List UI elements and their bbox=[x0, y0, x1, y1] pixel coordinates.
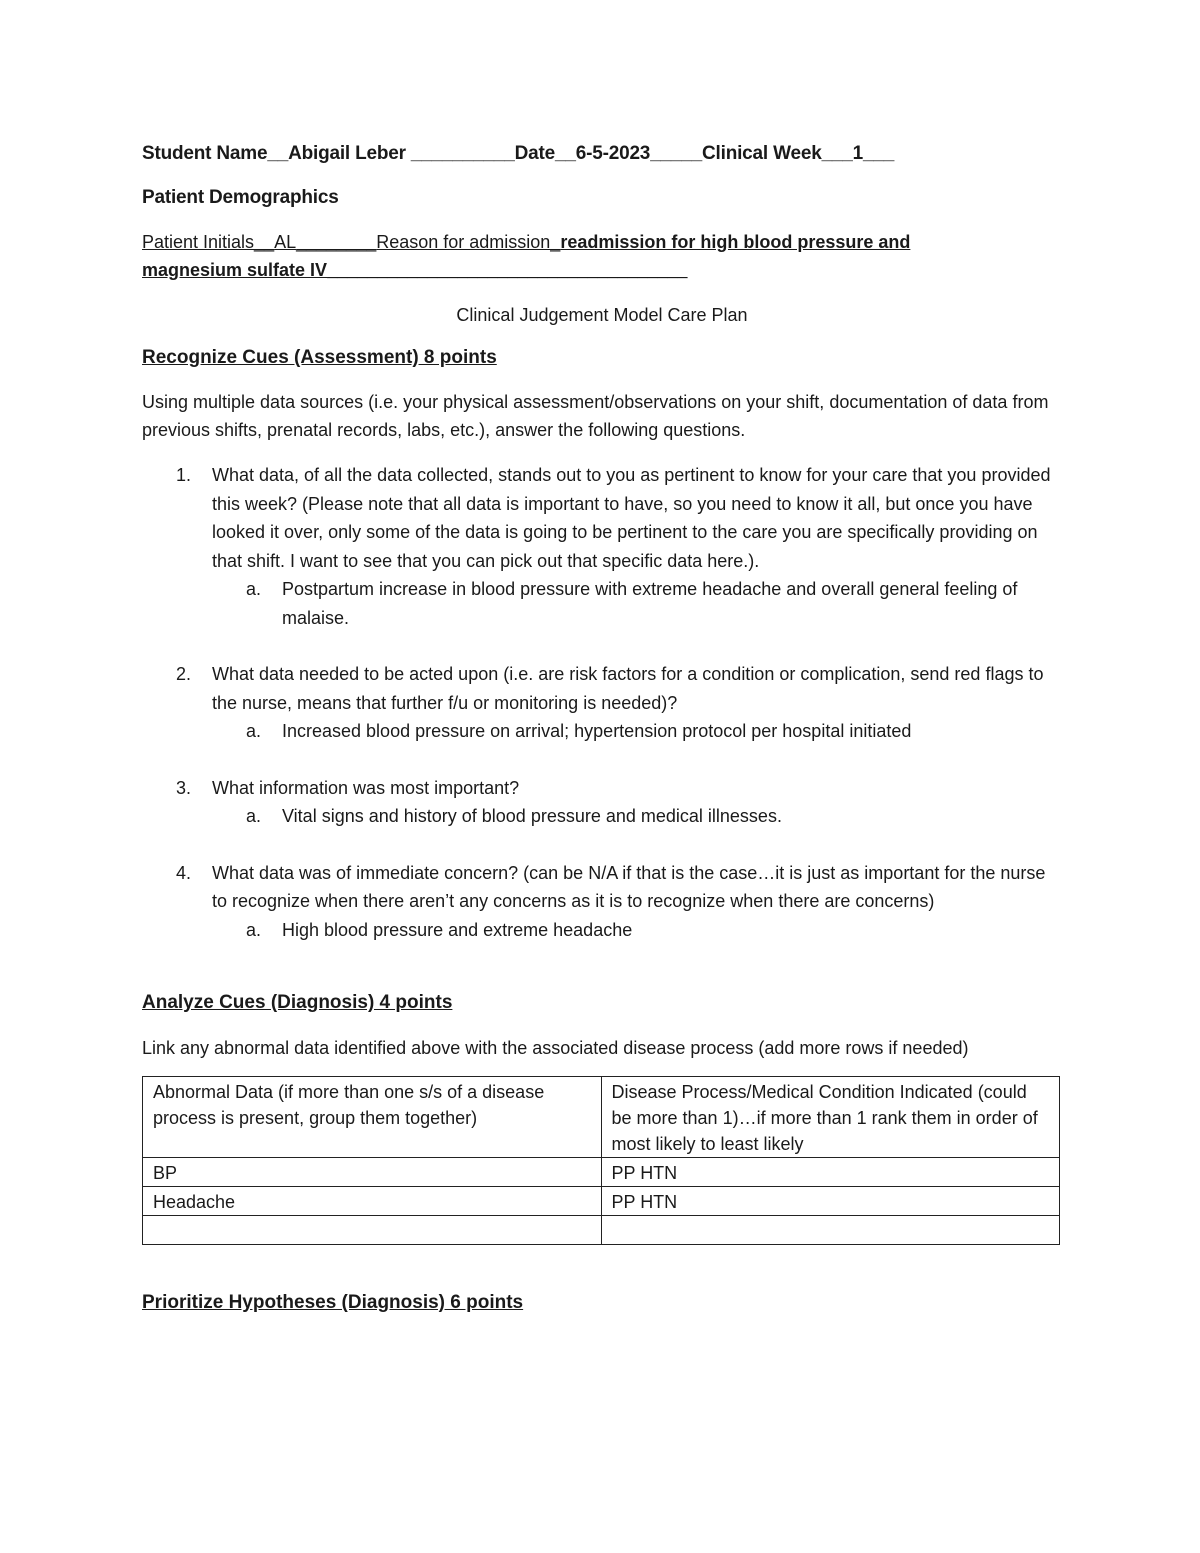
date-label: __________Date__ bbox=[405, 143, 576, 164]
section-prioritize-hypotheses-heading: Prioritize Hypotheses (Diagnosis) 6 points bbox=[142, 1292, 524, 1313]
reason-fill: ____________________________________ bbox=[327, 260, 688, 280]
table-cell: PP HTN bbox=[601, 1187, 1060, 1216]
document-content bbox=[142, 140, 1062, 1317]
abnormal-data-table bbox=[142, 1076, 1060, 1245]
answer-item bbox=[212, 916, 1062, 945]
patient-initials-label: Patient Initials__ bbox=[142, 232, 275, 252]
date-value: 6-5-2023 bbox=[575, 143, 651, 164]
answer-text: Increased blood pressure on arrival; hypertension protocol per hospital initiated bbox=[282, 721, 912, 741]
answer-list bbox=[142, 575, 1062, 632]
answer-item bbox=[212, 575, 1062, 632]
table-cell bbox=[143, 1216, 602, 1245]
table-cell: Headache bbox=[143, 1187, 602, 1216]
table-row bbox=[143, 1187, 1060, 1216]
table-cell bbox=[601, 1216, 1060, 1245]
answer-letter: a. bbox=[246, 721, 262, 741]
section-recognize-cues-intro: Using multiple data sources (i.e. your physical assessment/observations on your shift, documentation of data from previous shifts, prenatal records, labs, etc.), answer the following questions. bbox=[142, 392, 1049, 440]
answer-letter: a. bbox=[246, 806, 262, 826]
answer-letter: a. bbox=[246, 579, 262, 599]
section-analyze-cues-heading: Analyze Cues (Diagnosis) 4 points bbox=[142, 992, 453, 1013]
reason-label: Reason for admission_ bbox=[376, 232, 561, 252]
question-text: What information was most important? bbox=[212, 777, 520, 798]
table-row bbox=[143, 1216, 1060, 1245]
answer-text: Postpartum increase in blood pressure with extreme headache and overall general feeling of malaise. bbox=[282, 579, 1018, 628]
question-item bbox=[142, 859, 1062, 945]
table-header-row bbox=[143, 1077, 1060, 1158]
question-text: What data needed to be acted upon (i.e. are risk factors for a condition or complication, send red flags to the nurse, means that further f/u or monitoring is needed)? bbox=[212, 664, 1044, 713]
question-item bbox=[142, 660, 1062, 746]
reason-value-2: magnesium sulfate IV bbox=[142, 260, 328, 280]
question-text: What data, of all the data collected, stands out to you as pertinent to know for your care that you provided this week? (Please note that all data is important to have, so you need to know it all, but once you have looked it over, only some of the data is going to be pertinent to the care you are specifically providing on that shift. I want to see that you can pick out that specific data here.). bbox=[212, 465, 1051, 571]
student-name-value: Abigail Leber bbox=[288, 143, 406, 164]
table-cell: BP bbox=[143, 1158, 602, 1187]
question-text: What data was of immediate concern? (can be N/A if that is the case…it is just as important for the nurse to recognize when there aren’t any concerns as it is to recognize when there are concerns) bbox=[212, 862, 1046, 911]
patient-line bbox=[142, 228, 1062, 284]
answer-list bbox=[142, 717, 1062, 746]
table-row bbox=[143, 1158, 1060, 1187]
answer-list bbox=[142, 802, 1062, 831]
clinical-week-value: 1 bbox=[852, 143, 864, 164]
clinical-week-fill: ___ bbox=[863, 143, 895, 164]
demographics-title: Patient Demographics bbox=[142, 187, 339, 208]
reason-value-1: readmission for high blood pressure and bbox=[560, 232, 911, 252]
table-header-disease-process: Disease Process/Medical Condition Indicated (could be more than 1)…if more than 1 rank them in order of most likely to least likely bbox=[601, 1077, 1060, 1158]
question-number: 1. bbox=[176, 465, 192, 485]
table-header-abnormal-data: Abnormal Data (if more than one s/s of a disease process is present, group them together) bbox=[143, 1077, 602, 1158]
clinical-week-label: _____Clinical Week___ bbox=[650, 143, 853, 164]
answer-item bbox=[212, 717, 1062, 746]
table-cell: PP HTN bbox=[601, 1158, 1060, 1187]
answer-letter: a. bbox=[246, 919, 262, 940]
question-number: 3. bbox=[176, 777, 192, 798]
answer-text: Vital signs and history of blood pressure and medical illnesses. bbox=[282, 806, 782, 826]
question-list bbox=[142, 461, 1062, 944]
answer-item bbox=[212, 802, 1062, 831]
section-analyze-cues-intro: Link any abnormal data identified above with the associated disease process (add more rows if needed) bbox=[142, 1038, 969, 1058]
question-number: 2. bbox=[176, 664, 192, 684]
section-recognize-cues-heading: Recognize Cues (Assessment) 8 points bbox=[142, 347, 497, 368]
answer-list bbox=[142, 916, 1062, 945]
patient-initials-fill: ________ bbox=[296, 232, 377, 252]
question-number: 4. bbox=[176, 862, 192, 883]
document-title: Clinical Judgement Model Care Plan bbox=[456, 305, 748, 325]
patient-initials-value: AL bbox=[274, 232, 297, 252]
question-item bbox=[142, 461, 1062, 632]
question-item bbox=[142, 774, 1062, 831]
answer-text: High blood pressure and extreme headache bbox=[282, 919, 633, 940]
student-name-label: Student Name__ bbox=[142, 143, 289, 164]
student-info-line bbox=[142, 140, 1062, 168]
